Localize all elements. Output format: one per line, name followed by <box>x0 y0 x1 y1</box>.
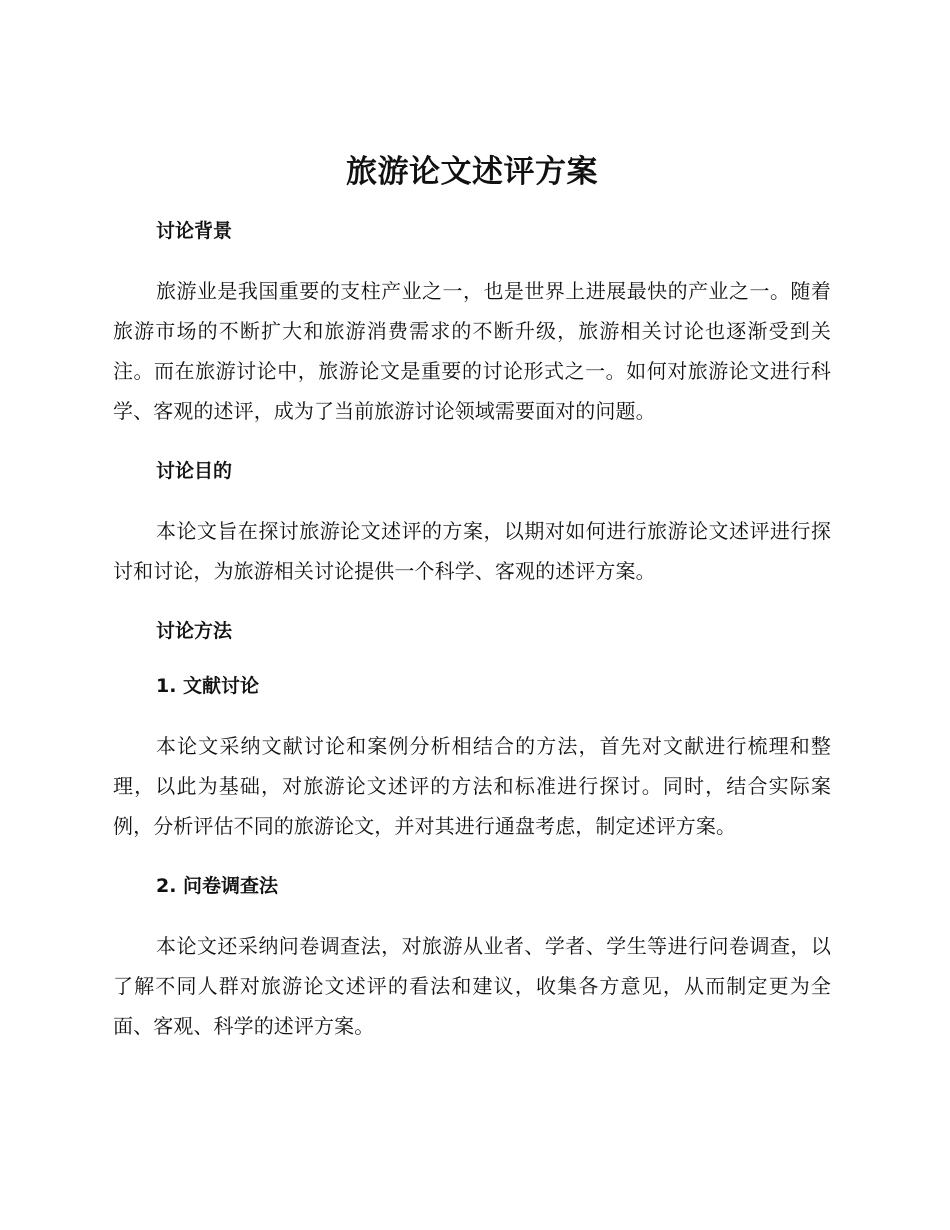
section-heading-literature: 1. 文献讨论 <box>156 675 260 697</box>
section-heading-questionnaire: 2. 问卷调查法 <box>156 875 279 897</box>
document-page <box>113 148 831 1046</box>
section-heading-method: 讨论方法 <box>156 620 233 642</box>
section-paragraph-background: 旅游业是我国重要的支柱产业之一，也是世界上进展最快的产业之一。随着旅游市场的不断扩大和旅游消费需求的不断升级，旅游相关讨论也逐渐受到关注。而在旅游讨论中，旅游论文是重要的讨论形式之一。如何对旅游论文进行科学、客观的述评，成为了当前旅游讨论领域需要面对的问题。 <box>113 279 831 423</box>
section-heading-purpose: 讨论目的 <box>156 460 233 482</box>
document-title: 旅游论文述评方案 <box>346 154 598 190</box>
section-paragraph-literature: 本论文采纳文献讨论和案例分析相结合的方法，首先对文献进行梳理和整理，以此为基础，对旅游论文述评的方法和标准进行探讨。同时，结合实际案例，分析评估不同的旅游论文，并对其进行通盘考虑，制定述评方案。 <box>113 734 831 838</box>
section-paragraph-questionnaire: 本论文还采纳问卷调查法，对旅游从业者、学者、学生等进行问卷调查，以了解不同人群对旅游论文述评的看法和建议，收集各方意见，从而制定更为全面、客观、科学的述评方案。 <box>113 934 831 1038</box>
section-heading-background: 讨论背景 <box>156 220 233 242</box>
section-paragraph-purpose: 本论文旨在探讨旅游论文述评的方案，以期对如何进行旅游论文述评进行探讨和讨论，为旅游相关讨论提供一个科学、客观的述评方案。 <box>113 519 831 583</box>
